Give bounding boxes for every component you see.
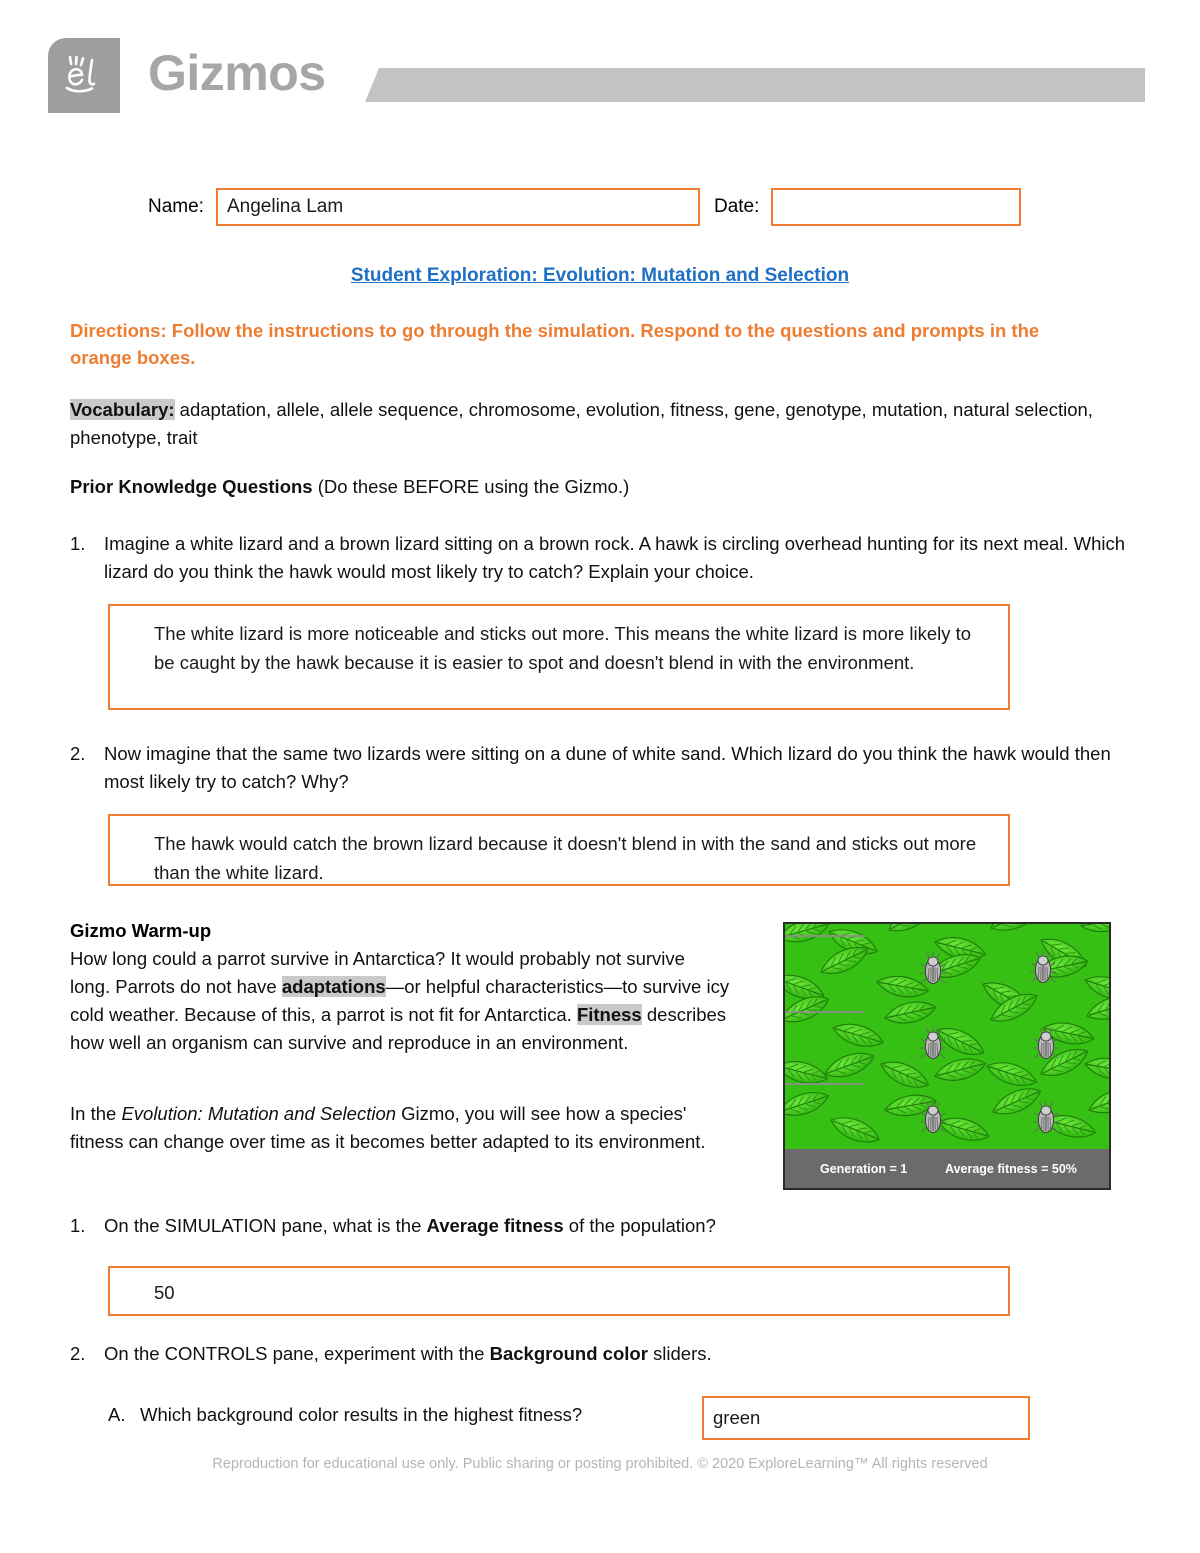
warmup-paragraph-1 (70, 945, 730, 1057)
name-date-row (148, 186, 1064, 228)
warmup-paragraph-2 (70, 1100, 730, 1156)
gizmo-question-1-number: 1. (70, 1215, 86, 1236)
gizmo-question-2-number: 2. (70, 1343, 86, 1364)
simulation-screenshot (783, 922, 1111, 1190)
date-label: Date: (713, 196, 760, 217)
prior-knowledge-note: (Do these BEFORE using the Gizmo.) (312, 476, 630, 497)
question-1-text: Imagine a white lizard and a brown lizard sitting on a brown rock. A hawk is circling overhead hunting for its next meal. Which lizard do you think the hawk would most likely try to catch? Explain your choice. (104, 533, 1126, 582)
question-1-number: 1. (70, 533, 86, 554)
answer-box-2[interactable]: The hawk would catch the brown lizard because it doesn't blend in with the sand and sticks out more than the white lizard. (108, 814, 1010, 886)
gq2-part-a: On the CONTROLS pane, experiment with the (104, 1343, 490, 1364)
vocabulary-label: Vocabulary: (70, 399, 175, 420)
directions-text: Directions: Follow the instructions to go through the simulation. Respond to the questions and prompts in the orange boxes. (70, 320, 1040, 368)
warmup-p2-part-b: Gizmo, you will see how a species' fitness can change over time as it becomes better adapted to its environment. (70, 1103, 706, 1153)
page-footer: Reproduction for educational use only. Public sharing or posting prohibited. © 2020 ExploreLearning™ All rights reserved (212, 1456, 988, 1472)
name-input[interactable]: Angelina Lam (216, 188, 700, 226)
warmup-p1-part-b: —or helpful characteristics—to survive icy cold weather. Because of this, a parrot is not fit for Antarctica. (70, 976, 730, 1026)
answer-box-3[interactable]: 50 (108, 1266, 1010, 1316)
gq2-bold-term: Background color (489, 1343, 648, 1364)
page-title: Student Exploration: Evolution: Mutation and Selection (350, 265, 850, 286)
gq1-bold-term: Average fitness (426, 1215, 564, 1236)
date-input[interactable] (771, 188, 1021, 226)
warmup-heading: Gizmo Warm-up (70, 920, 212, 941)
vocabulary-line (70, 396, 1110, 452)
gizmos-logo-icon (48, 38, 120, 113)
gizmo-question-2-text (104, 1340, 1070, 1368)
term-adaptations: adaptations (281, 976, 386, 998)
header-banner-stripe (365, 68, 1145, 102)
gizmo-question-2a-letter: A. (108, 1404, 126, 1425)
simulation-canvas (785, 924, 1109, 1149)
gizmo-question-1 (70, 1212, 1070, 1240)
gq1-part-a: On the SIMULATION pane, what is the (104, 1215, 427, 1236)
prior-knowledge-heading-line (70, 476, 629, 498)
gizmo-question-2 (70, 1340, 1070, 1368)
name-label: Name: (148, 196, 204, 217)
generation-readout: Generation = 1 (820, 1161, 908, 1176)
term-fitness: Fitness (576, 1004, 642, 1026)
question-2 (70, 740, 1140, 796)
average-fitness-readout: Average fitness = 50% (945, 1161, 1077, 1176)
question-2-number: 2. (70, 743, 86, 764)
simulation-status-bar (785, 1149, 1109, 1188)
vocabulary-terms: adaptation, allele, allele sequence, chromosome, evolution, fitness, gene, genotype, mutation, natural selection, phenotype, trait (70, 399, 1093, 448)
gizmos-wordmark: Gizmos (148, 45, 326, 101)
prior-knowledge-heading: Prior Knowledge Questions (70, 476, 313, 497)
gizmo-question-1-text (104, 1212, 1070, 1240)
gq1-part-b: of the population? (563, 1215, 716, 1236)
gizmo-name-italic: Evolution: Mutation and Selection (121, 1103, 397, 1124)
question-1 (70, 530, 1140, 586)
question-2-text: Now imagine that the same two lizards were sitting on a dune of white sand. Which lizard do you think the hawk would then most likely try to catch? Why? (104, 743, 1111, 792)
warmup-p1-part-c: describes how well an organism can survive and reproduce in an environment. (70, 1004, 727, 1054)
page-header (0, 0, 1200, 140)
answer-box-1[interactable]: The white lizard is more noticeable and sticks out more. This means the white lizard is more likely to be caught by the hawk because it is easier to spot and doesn't blend in with the environment. (108, 604, 1010, 710)
gq2-part-b: sliders. (647, 1343, 712, 1364)
gizmo-question-2a (108, 1404, 582, 1426)
warmup-p1-part-a: How long could a parrot survive in Antarctica? It would probably not survive long. Parrots do not have (70, 948, 685, 998)
gizmo-question-2a-text: Which background color results in the highest fitness? (140, 1404, 583, 1425)
warmup-p2-part-a: In the (70, 1103, 122, 1124)
answer-box-4[interactable]: green (702, 1396, 1030, 1440)
